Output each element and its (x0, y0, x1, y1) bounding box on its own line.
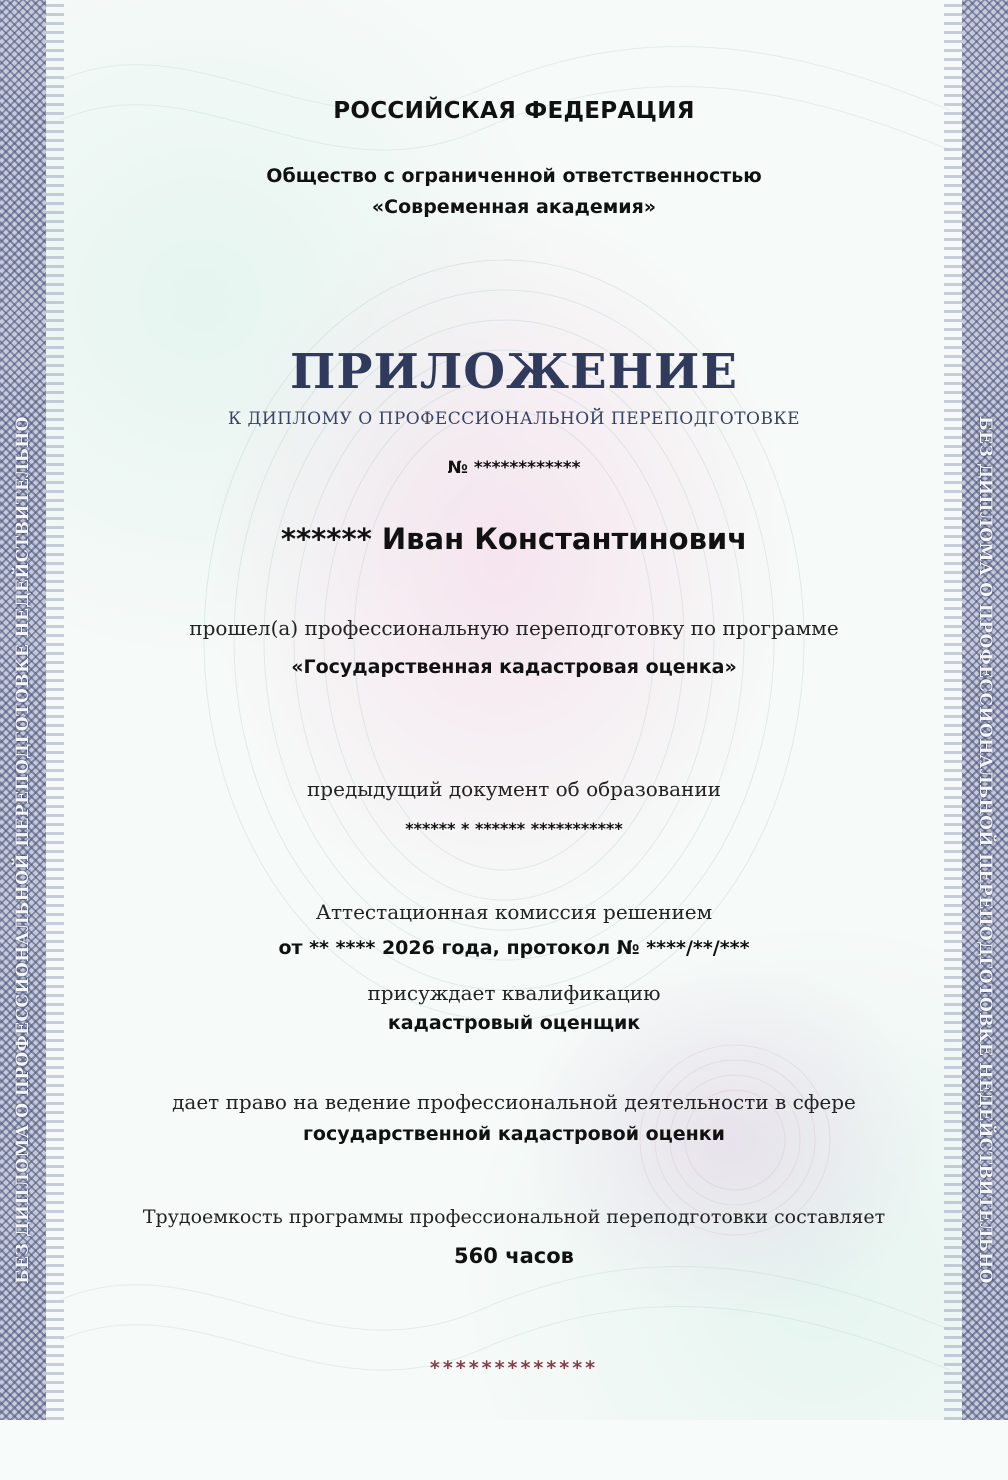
rights-label: дает право на ведение профессиональной деятельности в сфере (172, 1090, 856, 1114)
commission-label: Аттестационная комиссия решением (315, 900, 713, 924)
organization-line-1: Общество с ограниченной ответственностью (266, 165, 762, 187)
qualification-label: присуждает квалификацию (367, 981, 661, 1005)
rights-value: государственной кадастровой оценки (303, 1123, 725, 1145)
document-title: ПРИЛОЖЕНИЕ (290, 344, 738, 400)
previous-doc-label: предыдущий документ об образовании (306, 777, 722, 801)
program-intro: прошел(а) профессиональную переподготовку по программе (189, 616, 839, 640)
program-name: «Государственная кадастровая оценка» (291, 656, 737, 678)
holder-name: ****** Иван Константинович (280, 522, 748, 556)
document-subtitle: К ДИПЛОМУ О ПРОФЕССИОНАЛЬНОЙ ПЕРЕПОДГОТОВКЕ (227, 409, 801, 429)
organization-name (60, 161, 968, 223)
qualification-value: кадастровый оценщик (387, 1012, 641, 1034)
serial-number-stars: ************* (429, 1357, 599, 1379)
left-band-caption: БЕЗ ДИПЛОМА О ПРОФЕССИОНАЛЬНОЙ ПЕРЕПОДГОТОВКЕ НЕДЕЙСТВИТЕЛЬНО (13, 416, 33, 1284)
previous-doc-value: ****** * ****** *********** (405, 819, 623, 838)
right-band-caption: БЕЗ ДИПЛОМА О ПРОФЕССИОНАЛЬНОЙ ПЕРЕПОДГОТОВКЕ НЕДЕЙСТВИТЕЛЬНО (975, 416, 995, 1284)
commission-decision: от ** **** 2026 года, протокол № ****/**/*** (278, 937, 750, 959)
hours-label: Трудоемкость программы профессиональной переподготовки составляет (142, 1206, 886, 1228)
document-number: № ************ (447, 458, 581, 478)
country-heading: РОССИЙСКАЯ ФЕДЕРАЦИЯ (333, 98, 695, 124)
organization-line-2: «Современная академия» (371, 196, 657, 218)
hours-value: 560 часов (454, 1244, 574, 1268)
